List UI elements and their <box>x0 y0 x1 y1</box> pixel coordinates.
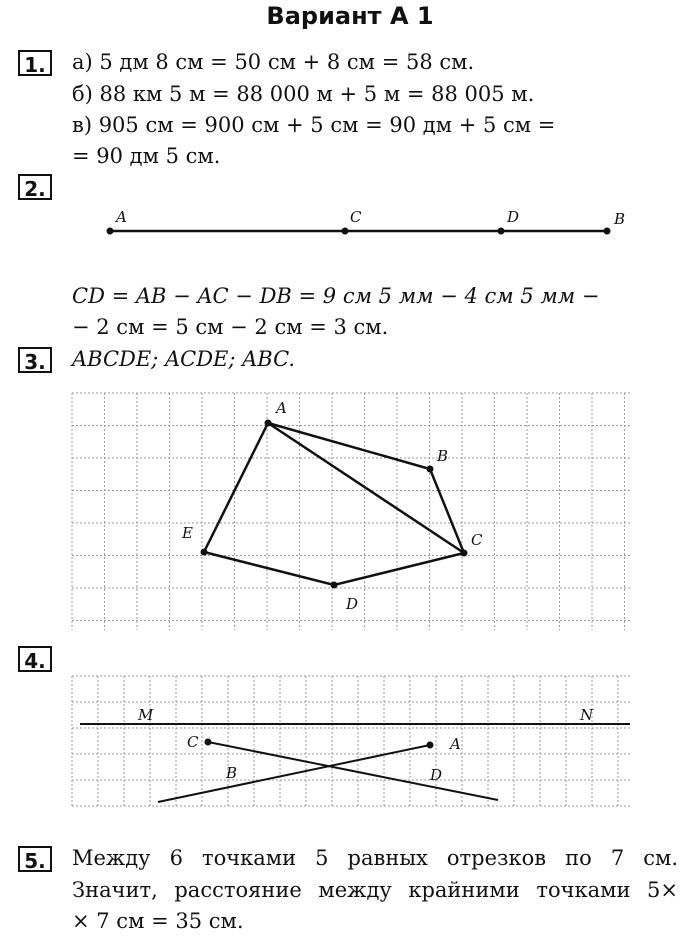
task-3-answer: ABCDE; ACDE; ABC. <box>72 347 296 371</box>
point-c-task4 <box>205 739 212 746</box>
page-title: Вариант А 1 <box>266 2 434 30</box>
point-b-task2 <box>604 228 611 235</box>
task-4-number: 4. <box>18 646 52 672</box>
point-c-task2 <box>342 228 349 235</box>
task-1-line-c: в) 905 см = 900 см + 5 см = 90 дм + 5 см = <box>72 113 556 137</box>
task-4-grid <box>72 676 630 806</box>
label-m: M <box>138 706 154 724</box>
task-1-number: 1. <box>18 50 52 76</box>
task-1-line-b: б) 88 км 5 м = 88 000 м + 5 м = 88 005 м. <box>72 82 535 106</box>
label-e-task3: E <box>182 524 193 542</box>
task-2-number: 2. <box>18 174 52 200</box>
label-c-task2: C <box>350 208 362 226</box>
point-d-task3 <box>331 582 338 589</box>
task-5-line-2: Значит, расстояние между крайними точками 5× <box>72 878 678 902</box>
label-n: N <box>580 706 594 724</box>
task-2-line-1: CD = AB − AC − DB = 9 см 5 мм − 4 см 5 мм − <box>72 284 600 308</box>
label-d-task3: D <box>346 595 359 613</box>
label-c-task3: C <box>471 531 483 549</box>
label-a-task3: A <box>276 399 287 417</box>
task-2-segment-figure <box>107 208 626 235</box>
point-c-task3 <box>461 550 468 557</box>
label-c-task4: C <box>187 733 199 751</box>
label-a-task4: A <box>450 735 461 753</box>
label-d-task2: D <box>507 208 520 226</box>
task-5-number: 5. <box>18 846 52 872</box>
point-a-task4 <box>427 742 434 749</box>
label-a-task2: A <box>116 208 127 226</box>
point-a-task3 <box>265 420 272 427</box>
label-d-task4: D <box>430 766 443 784</box>
task-3-number: 3. <box>18 347 52 373</box>
task-5-line-3: × 7 см = 35 см. <box>72 909 244 933</box>
pentagon-abcde <box>204 423 464 585</box>
task-2-line-2: − 2 см = 5 см − 2 см = 3 см. <box>72 315 389 339</box>
diagonal-ac <box>268 423 464 553</box>
label-b-task3: B <box>437 447 449 465</box>
point-d-task2 <box>498 228 505 235</box>
point-e-task3 <box>201 549 208 556</box>
point-a-task2 <box>107 228 114 235</box>
label-b-task4: B <box>226 764 238 782</box>
task-5-line-1: Между 6 точками 5 равных отрезков по 7 см. <box>72 846 678 870</box>
task-1-line-d: = 90 дм 5 см. <box>72 144 221 168</box>
point-b-task3 <box>427 466 434 473</box>
task-1-line-a: а) 5 дм 8 см = 50 см + 8 см = 58 см. <box>72 50 475 74</box>
label-b-task2: B <box>614 210 626 228</box>
task-4-lines-figure <box>80 706 630 802</box>
